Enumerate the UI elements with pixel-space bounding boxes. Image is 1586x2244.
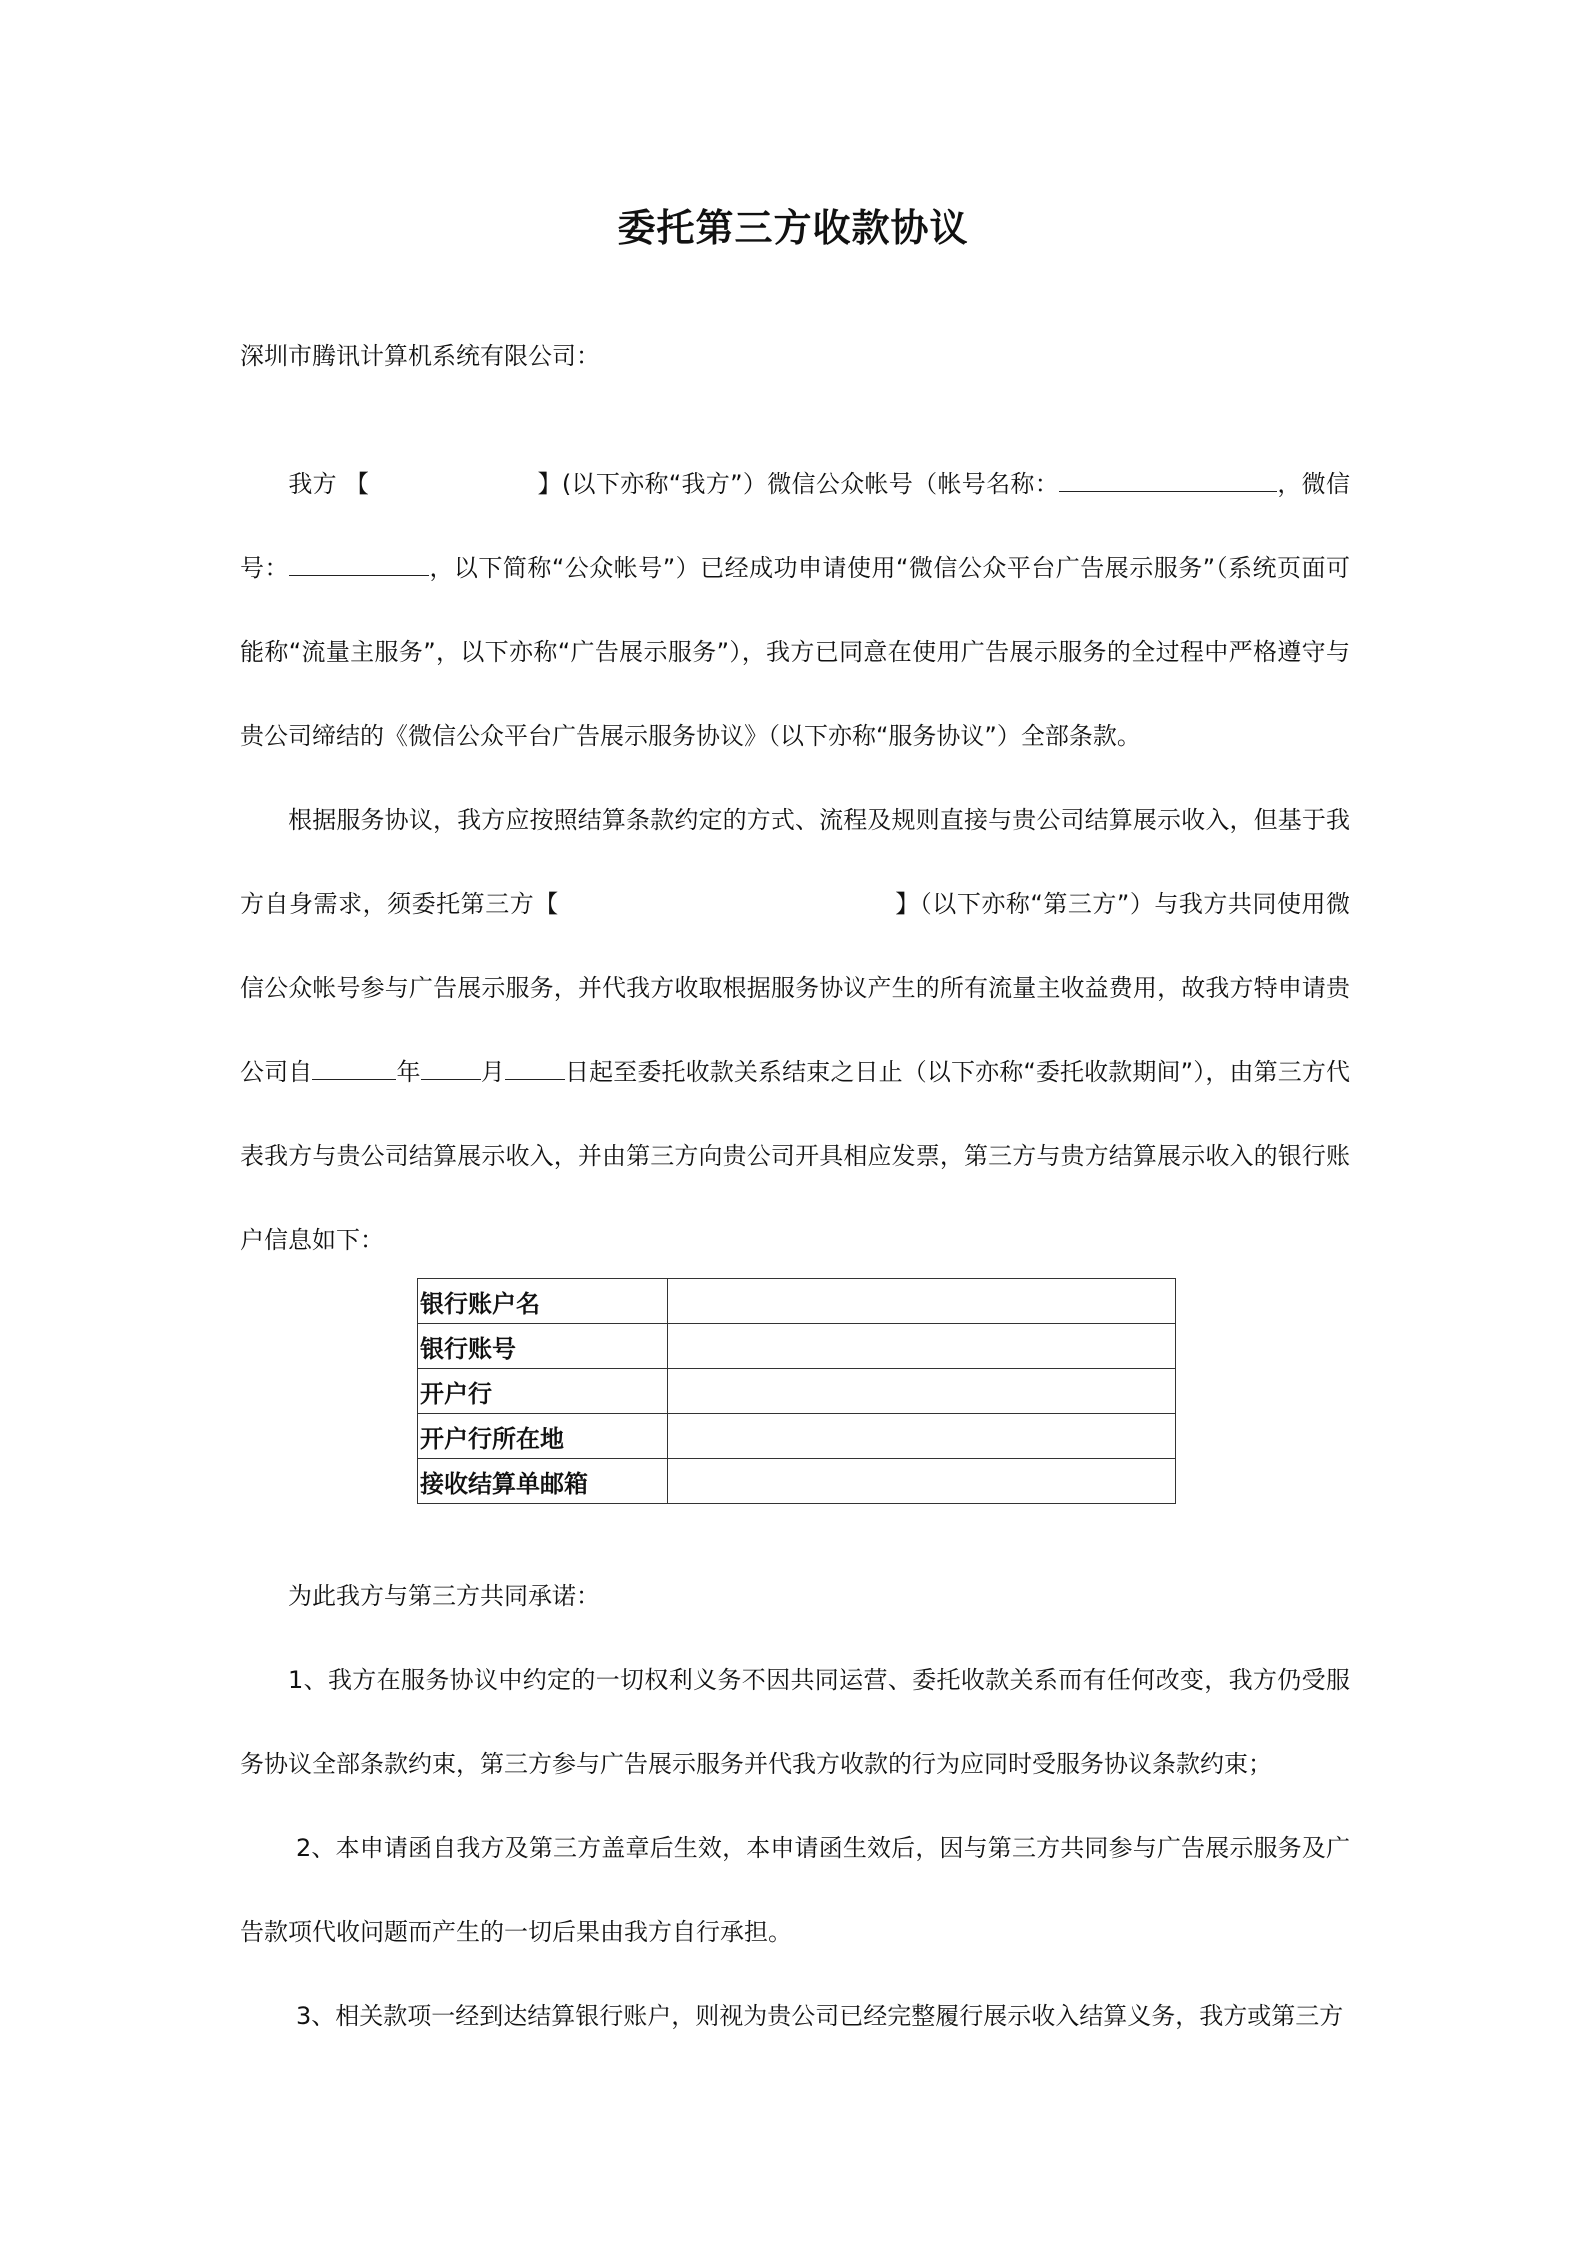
bank-account-table [417,1278,1176,1504]
year-label: 年 [396,1058,421,1086]
paragraph-2-text-1: 根据服务协议，我方应按照结算条款约定的方式、流程及规则直接与贵公司结算展示收入，但基于我方自身需求，须委托第三方【 [240,806,1350,918]
table-label: 接收结算单邮箱 [418,1459,668,1504]
commitment-item-2 [240,1806,1350,1974]
paragraph-1-text-3: ，微信号： [240,470,1350,582]
commitment-item-3-text: 3、相关款项一经到达结算银行账户，则视为贵公司已经完整履行展示收入结算义务，我方或第三方 [296,2002,1344,2030]
table-label: 开户行所在地 [418,1414,668,1459]
paragraph-2-text-2: 】（以下亦称“第三方”）与我方共同使用微信公众帐号参与广告展示服务，并代我方收取根据服务协议产生的所有流量主收益费用，故我方特申请贵公司自 [240,890,1350,1086]
day-blank[interactable] [505,1055,565,1080]
table-label: 开户行 [418,1369,668,1414]
table-row [418,1414,1176,1459]
table-label: 银行账户名 [418,1279,668,1324]
account-name-blank[interactable] [1059,467,1277,492]
paragraph-2-text-3: 日起至委托收款关系结束之日止（以下亦称“委托收款期间”），由第三方代表我方与贵公司结算展示收入，并由第三方向贵公司开具相应发票，第三方与贵方结算展示收入的银行账户信息如下： [240,1058,1350,1254]
paragraph-1-text-1: 我方 【 [288,470,370,498]
commitment-intro-text: 为此我方与第三方共同承诺： [288,1582,600,1610]
commitment-intro [240,1554,1350,1638]
table-value-cell[interactable] [668,1279,1176,1324]
table-row [418,1324,1176,1369]
commitment-item-3 [240,1974,1350,2058]
commitment-item-1-text: 1、我方在服务协议中约定的一切权利义务不因共同运营、委托收款关系而有任何改变，我方仍受服务协议全部条款约束，第三方参与广告展示服务并代我方收款的行为应同时受服务协议条款约束； [240,1666,1350,1778]
salutation: 深圳市腾讯计算机系统有限公司： [240,342,600,370]
table-value-cell[interactable] [668,1369,1176,1414]
paragraph-1 [240,442,1350,778]
table-value-cell[interactable] [668,1324,1176,1369]
paragraph-1-text-2: 】(以下亦称“我方”）微信公众帐号（帐号名称： [537,470,1060,498]
table-value-cell[interactable] [668,1459,1176,1504]
commitment-item-1 [240,1638,1350,1806]
commitment-item-2-text: 2、本申请函自我方及第三方盖章后生效，本申请函生效后，因与第三方共同参与广告展示服务及广告款项代收问题而产生的一切后果由我方自行承担。 [240,1834,1350,1946]
paragraph-2 [240,778,1350,1282]
year-blank[interactable] [312,1055,396,1080]
table-row [418,1279,1176,1324]
table-value-cell[interactable] [668,1414,1176,1459]
month-label: 月 [480,1058,505,1086]
table-row [418,1369,1176,1414]
paragraph-1-text-4: ，以下简称“公众帐号”）已经成功申请使用“微信公众平台广告展示服务”（系统页面可能称“流量主服务”，以下亦称“广告展示服务”），我方已同意在使用广告展示服务的全过程中严格遵守与贵公司缔结的《微信公众平台广告展示服务协议》（以下亦称“服务协议”）全部条款。 [240,554,1351,750]
document-title: 委托第三方收款协议 [617,206,969,250]
table-row [418,1459,1176,1504]
month-blank[interactable] [421,1055,481,1080]
table-label: 银行账号 [418,1324,668,1369]
wechat-id-blank[interactable] [289,551,429,576]
